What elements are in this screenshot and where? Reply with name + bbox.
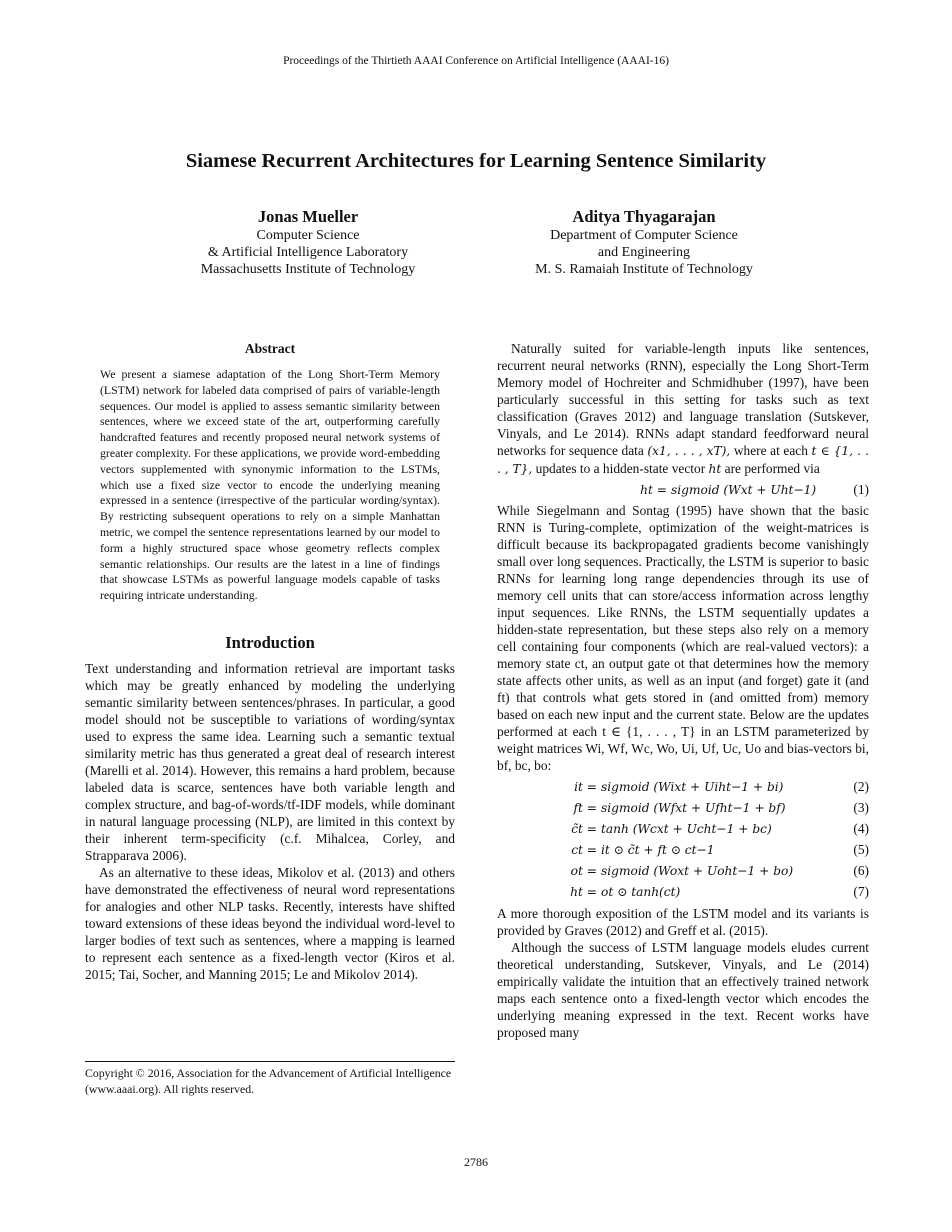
equation-lhs: c̃t = (571, 822, 597, 836)
author-affiliation-line: & Artificial Intelligence Laboratory (207, 245, 409, 260)
equation-rhs: sigmoid (Woxt + Uoht−1 + bo) (601, 864, 794, 878)
equation-5 (497, 841, 869, 859)
rnn-paragraph-text: Naturally suited for variable-length inputs like sentences, recurrent neural networks (RNN), especially the Long Short-Term Memory model of Hochreiter and Schmidhuber (1997), have been particularly successful in this setting for tasks such as text classification (Graves 2012) and language translation (Sutskever, Vinyals, and Le 2014). RNNs adapt standard feedforward neural networks for sequence data (497, 341, 869, 458)
abstract-heading: Abstract (244, 341, 296, 356)
author-block-2 (484, 207, 804, 278)
lstm-success-paragraph: Although the success of LSTM language models eludes current theoretical understanding, Sutskever, Vinyals, and Le (2014) empirically validate the intuition that an effectively trained network maps each sentence onto a fixed-length vector which encodes the underlying meaning expressed in the text. Recent works have proposed many (497, 940, 869, 1040)
equation-6 (497, 862, 869, 880)
paper-title: Siamese Recurrent Architectures for Learning Sentence Similarity (185, 150, 767, 172)
lstm-paragraph: While Siegelmann and Sontag (1995) have shown that the basic RNN is Turing-complete, optimization of the weight-matrices is difficult because its backpropagated gradients become vanishingly small over long sequences. Practically, the LSTM is superior to basic RNNs for learning long range dependencies through its use of memory cell units that can store/access information across lengthy input sequences. Like RNNs, the LSTM sequentially updates a hidden-state representation, but these steps also rely on a memory cell containing four components (which are real-valued vectors): a memory state ct, an output gate ot that determines how the memory state affects other units, as well as an input (and forget) gate it (and ft) that controls what gets stored in (and omitted from) memory based on each new input and the current state. Below are the updates performed at each t ∈ {1, . . . , T} in an LSTM parameterized by weight matrices Wi, Wf, Wc, Wo, Ui, Uf, Uc, Uo and bias-vectors bi, bf, bc, bo: (497, 503, 869, 773)
copyright-notice (85, 1061, 455, 1097)
author-affiliation-line: Massachusetts Institute of Technology (200, 262, 416, 277)
rnn-paragraph-text: where at each (733, 443, 808, 458)
hidden-state-notation: ht (708, 462, 722, 476)
equation-number: (2) (853, 779, 869, 794)
rnn-paragraph-text: are performed via (724, 461, 820, 476)
copyright-text: Copyright © 2016, Association for the Advancement of Artificial Intelligence (www.aaai.org). All rights reserved. (85, 1066, 452, 1096)
equation-lhs: ht = (570, 885, 597, 899)
page-number: 2786 (464, 1155, 488, 1169)
left-column (85, 340, 455, 983)
equation-1 (497, 481, 869, 499)
equation-rhs: sigmoid (Wxt + Uht−1) (671, 483, 817, 497)
equation-lhs: ht = (640, 483, 667, 497)
equation-lhs: it = (574, 780, 597, 794)
author-block-1 (148, 207, 468, 278)
equation-number: (6) (853, 863, 869, 878)
equation-lhs: ot = (570, 864, 597, 878)
lstm-exposition-paragraph: A more thorough exposition of the LSTM model and its variants is provided by Graves (2012) and Greff et al. (2015). (497, 906, 869, 938)
time-index-notation: t ∈ {1, . . . , T}, (497, 444, 869, 476)
equation-number: (3) (853, 800, 869, 815)
rnn-paragraph (497, 340, 869, 478)
proceedings-header: Proceedings of the Thirtieth AAAI Conference on Artificial Intelligence (AAAI-16) (283, 55, 669, 67)
equation-number: (4) (853, 821, 869, 836)
right-column (497, 340, 869, 1041)
introduction-paragraph-2: As an alternative to these ideas, Mikolov et al. (2013) and others have demonstrated the effectiveness of neural word representations for analogies and other NLP tasks. Recently, interests have shifted toward extensions of these ideas beyond the individual word-level to larger bodies of text such as sentences, where a mapping is learned to represent each sentence as a fixed-length vector (Kiros et al. 2015; Tai, Socher, and Manning 2015; Le and Mikolov 2014). (85, 864, 455, 982)
equation-number: (5) (853, 842, 869, 857)
equation-number: (1) (853, 482, 869, 497)
introduction-paragraph-1: Text understanding and information retrieval are important tasks which may be greatly enhanced by modeling the underlying semantic similarity between sentences/phrases. In particular, a good model should not be susceptible to variations of wording/syntax used to express the same idea. Learning such a semantic textual similarity metric has thus generated a great deal of research interest (Marelli et al. 2014). However, this remains a hard problem, because labeled data is scarce, sentences have both variable length and complex structure, and bag-of-words/tf-IDF models, while dominant in natural language processing (NLP), are limited in this context by their inherent term-specificity (c.f. Mihalcea, Corley, and Strapparava 2006). (85, 660, 455, 863)
author-affiliation-line: M. S. Ramaiah Institute of Technology (535, 262, 753, 277)
equation-2 (497, 778, 869, 796)
equation-7 (497, 883, 869, 901)
equation-3 (497, 799, 869, 817)
introduction-heading: Introduction (225, 632, 315, 652)
equation-4 (497, 820, 869, 838)
sequence-notation: (x1, . . . , xT), (647, 444, 731, 458)
author-affiliation-line: Department of Computer Science (550, 228, 738, 243)
equation-lhs: ft = (573, 801, 597, 815)
equation-number: (7) (853, 884, 869, 899)
equation-rhs: sigmoid (Wixt + Uiht−1 + bi) (601, 780, 784, 794)
equation-lhs: ct = (571, 843, 597, 857)
author-affiliation-line: Computer Science (256, 228, 360, 243)
lstm-equations (497, 778, 869, 901)
equation-rhs: sigmoid (Wfxt + Ufht−1 + bf) (601, 801, 786, 815)
author-affiliation-line: and Engineering (597, 245, 691, 260)
equation-rhs: it ⊙ c̃t + ft ⊙ ct−1 (601, 843, 715, 857)
author-name: Jonas Mueller (257, 207, 359, 226)
equation-rhs: tanh (Wcxt + Ucht−1 + bc) (601, 822, 772, 836)
author-name: Aditya Thyagarajan (572, 207, 716, 226)
rnn-paragraph-text: updates to a hidden-state vector (535, 461, 706, 476)
abstract-text: We present a siamese adaptation of the Long Short-Term Memory (LSTM) network for labeled data comprised of pairs of variable-length sequences. Our model is applied to assess semantic similarity between sentences, where we exceed state of the art, outperforming carefully handcrafted features and recently proposed neural network systems of greater complexity. For these applications, we provide word-embedding vectors supplemented with synonymic information to the LSTMs, which use a fixed size vector to encode the underlying meaning expressed in a sentence (irrespective of the particular wording/syntax). By restricting subsequent operations to rely on a simple Manhattan metric, we compel the sentence representations learned by our model to form a highly structured space whose geometry reflects complex semantic relationships. Our results are the latest in a line of findings that showcase LSTMs as powerful language models capable of tasks requiring intricate understanding. (100, 367, 440, 603)
equation-rhs: ot ⊙ tanh(ct) (601, 885, 681, 899)
